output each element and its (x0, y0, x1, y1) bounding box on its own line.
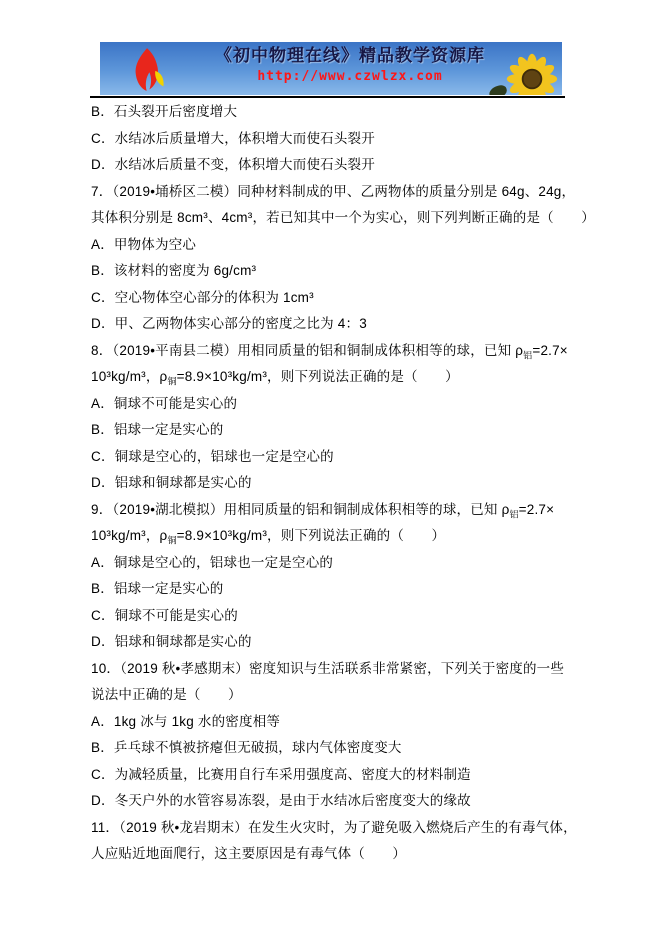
document-line (91, 179, 577, 206)
text-segment: A．铜球不可能是实心的 (91, 395, 238, 411)
sunflower-icon (504, 51, 560, 95)
document-line (91, 576, 577, 603)
subscript-text: 铝 (523, 350, 533, 361)
text-segment: =2.7× (518, 501, 555, 517)
document-line (91, 232, 577, 259)
text-segment: A．甲物体为空心 (91, 236, 197, 252)
subscript-text: 铝 (509, 509, 519, 520)
text-segment: 人应贴近地面爬行，这主要原因是有毒气体（ ） (91, 846, 407, 861)
document-line (91, 285, 577, 312)
text-segment: D．水结冰后质量不变，体积增大而使石头裂开 (91, 157, 375, 172)
site-title: 《初中物理在线》精品教学资源库 (215, 46, 485, 66)
text-segment: C．铜球是空心的，铝球也一定是空心的 (91, 448, 334, 464)
document-line (91, 735, 577, 762)
text-segment: D．冬天户外的水管容易冻裂，是由于水结冰后密度变大的缘故 (91, 793, 471, 808)
document-line (91, 815, 577, 842)
subscript-text: 铜 (167, 376, 177, 387)
text-segment: 7．（2019•埇桥区二模）同种材料制成的甲、乙两物体的质量分别是 64g、24g， (91, 183, 576, 199)
document-line (91, 497, 577, 524)
document-line (91, 126, 577, 153)
text-segment: C．铜球不可能是实心的 (91, 607, 238, 623)
document-line (91, 841, 577, 868)
document-line (91, 470, 577, 497)
text-segment: C．水结冰后质量增大，体积增大而使石头裂开 (91, 130, 375, 146)
text-segment: =8.9×10³kg/m³，则下列说法正确的是（ ） (176, 369, 459, 384)
document-line (91, 311, 577, 338)
text-segment: D．铝球和铜球都是实心的 (91, 634, 252, 649)
text-segment: =8.9×10³kg/m³，则下列说法正确的（ ） (176, 528, 446, 543)
document-line (91, 682, 577, 709)
text-segment: 说法中正确的是（ ） (91, 687, 242, 702)
document-line (91, 603, 577, 630)
text-segment: B．铝球一定是实心的 (91, 581, 224, 596)
text-segment: A．1kg 冰与 1kg 水的密度相等 (91, 713, 281, 729)
document-line (91, 629, 577, 656)
text-segment: 9．（2019•湖北模拟）用相同质量的铝和铜制成体积相等的球，已知 ρ (91, 501, 510, 517)
header-banner (100, 42, 562, 95)
banner-text-block (190, 45, 510, 85)
text-segment: B．石头裂开后密度增大 (91, 104, 238, 119)
document-line (91, 550, 577, 577)
document-line (91, 205, 595, 232)
text-segment: 其体积分别是 8cm³、4cm³，若已知其中一个为实心，则下列判断正确的是（ ） (91, 210, 595, 225)
text-segment: A．铜球是空心的，铝球也一定是空心的 (91, 554, 334, 570)
document-line (91, 656, 577, 683)
subscript-text: 铜 (167, 535, 177, 546)
document-line (91, 258, 577, 285)
text-segment: C．为减轻质量，比赛用自行车采用强度高、密度大的材料制造 (91, 766, 471, 782)
text-segment: =2.7× (532, 342, 568, 358)
text-segment: 8．（2019•平南县二模）用相同质量的铝和铜制成体积相等的球，已知 ρ (91, 342, 524, 358)
document-line (91, 417, 577, 444)
text-segment: B．铝球一定是实心的 (91, 422, 224, 437)
document-line (91, 444, 577, 471)
text-segment: 10．（2019 秋•孝感期末）密度知识与生活联系非常紧密，下列关于密度的一些 (91, 660, 565, 676)
document-line (91, 99, 577, 126)
flame-logo-icon (128, 46, 168, 94)
text-segment: D．甲、乙两物体实心部分的密度之比为 4：3 (91, 316, 367, 331)
document-line (91, 152, 577, 179)
document-body (91, 99, 595, 868)
text-segment: C．空心物体空心部分的体积为 1cm³ (91, 289, 314, 305)
document-line (91, 391, 577, 418)
text-segment: D．铝球和铜球都是实心的 (91, 475, 252, 490)
document-line (91, 709, 577, 736)
document-line (91, 523, 577, 550)
header-divider (90, 96, 565, 98)
text-segment: 10³kg/m³，ρ (91, 369, 168, 384)
site-url: http://www.czwlzx.com (257, 69, 443, 84)
document-line (91, 788, 577, 815)
document-line (91, 364, 577, 391)
text-segment: 10³kg/m³，ρ (91, 528, 168, 543)
document-line (91, 338, 577, 365)
text-segment: B．乒乓球不慎被挤瘪但无破损，球内气体密度变大 (91, 740, 402, 755)
text-segment: 11．（2019 秋•龙岩期末）在发生火灾时，为了避免吸入燃烧后产生的有毒气体， (91, 819, 577, 835)
text-segment: B．该材料的密度为 6g/cm³ (91, 263, 257, 278)
document-line (91, 762, 577, 789)
